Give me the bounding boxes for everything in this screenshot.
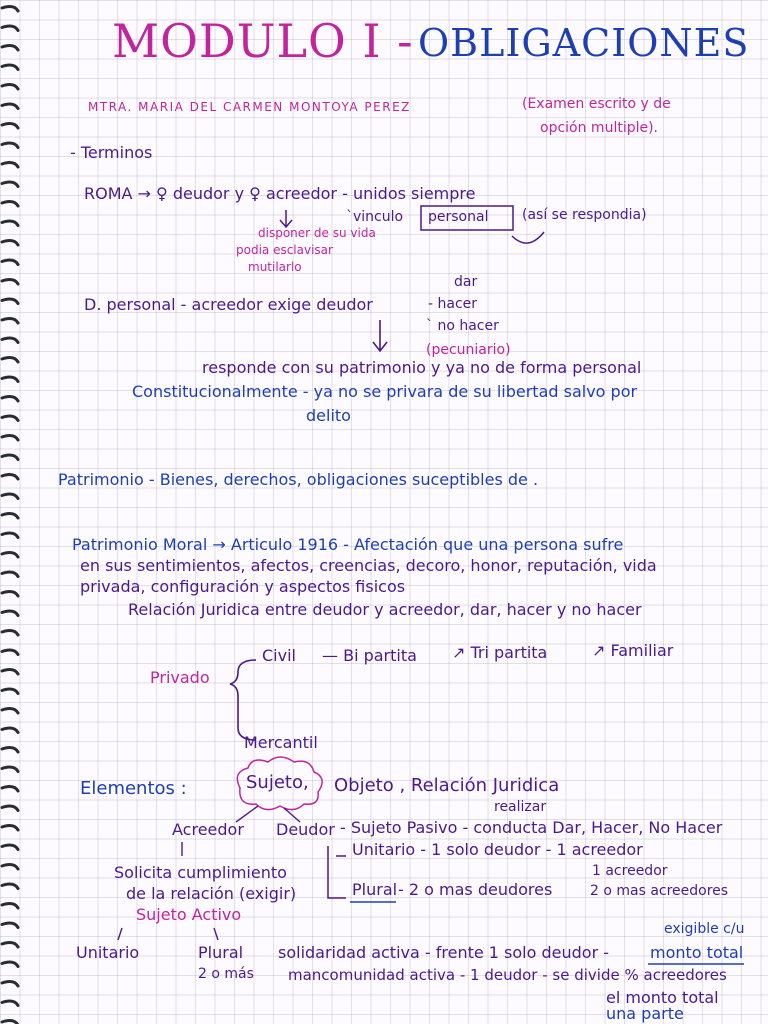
spiral-ring	[2, 709, 18, 713]
spiral-ring	[2, 299, 18, 303]
spiral-ring	[2, 358, 18, 362]
mercantil-label: Mercantil	[244, 733, 318, 752]
spiral-ring	[2, 533, 18, 537]
exam-note-1: (Examen escrito y de	[522, 96, 671, 112]
elementos-label: Elementos :	[80, 778, 187, 799]
elementos-rest: Objeto , Relación Juridica	[334, 775, 560, 796]
exigible-note: exigible c/u	[664, 921, 745, 937]
una-parte: una parte	[606, 1004, 684, 1023]
spiral-ring	[2, 338, 18, 342]
spiral-ring	[2, 826, 18, 830]
patrimonio-line: Patrimonio - Bienes, derechos, obligaciones suceptibles de .	[58, 470, 539, 489]
spiral-ring	[2, 416, 18, 420]
dpersonal-dar: dar	[454, 274, 478, 290]
curve-arrow-icon	[512, 232, 544, 243]
disponer-line-2: podia esclavisar	[236, 243, 333, 257]
privado-brace	[230, 660, 256, 740]
spiral-ring	[2, 631, 18, 635]
dpersonal-line: D. personal - acreedor exige deudor	[84, 295, 373, 314]
spiral-ring	[2, 572, 18, 576]
spiral-ring	[2, 436, 18, 440]
spiral-ring	[2, 806, 18, 810]
spiral-ring	[2, 962, 18, 966]
terminos-heading: - Terminos	[70, 143, 153, 162]
solicita-line-2: de la relación (exigir)	[126, 884, 297, 903]
spiral-ring	[2, 494, 18, 498]
title-obligaciones: OBLIGACIONES	[418, 21, 750, 65]
spiral-ring	[2, 475, 18, 479]
spiral-ring	[2, 748, 18, 752]
solicita-line-1: Solicita cumplimiento	[114, 863, 287, 882]
pecuniario-note: (pecuniario)	[426, 342, 511, 358]
uno-acreedor: 1 acreedor	[592, 863, 668, 879]
spiral-ring	[2, 865, 18, 869]
unitario-bracket	[328, 846, 346, 898]
el-monto-total: el monto total	[606, 988, 719, 1007]
spiral-ring	[2, 1021, 18, 1024]
arrow-down-icon-2	[373, 320, 387, 351]
spiral-ring	[2, 670, 18, 674]
spiral-ring	[2, 65, 18, 69]
personal-boxed: personal	[428, 209, 489, 225]
vinculo-text: `vinculo	[346, 209, 404, 225]
constitucional-line-2: delito	[306, 406, 351, 425]
spiral-ring	[2, 7, 18, 11]
moral-line-1: Patrimonio Moral → Articulo 1916 - Afectación que una persona sufre	[72, 535, 624, 554]
plural-activo: Plural	[198, 943, 244, 962]
spiral-ring	[2, 260, 18, 264]
spiral-ring	[2, 124, 18, 128]
sujeto-activo-label: Sujeto Activo	[136, 905, 242, 924]
dos-acreedores: 2 o mas acreedores	[590, 883, 729, 899]
familiar-label: ↗ Familiar	[592, 641, 674, 660]
roma-line: ROMA → ♀ deudor y ♀ acreedor - unidos siempre	[84, 184, 476, 203]
spiral-ring	[2, 1001, 18, 1005]
spiral-ring	[2, 611, 18, 615]
spiral-ring	[2, 787, 18, 791]
spiral-ring	[2, 923, 18, 927]
teacher-name: MTRA. MARIA DEL CARMEN MONTOYA PEREZ	[88, 100, 411, 114]
spiral-ring	[2, 650, 18, 654]
responde-line: responde con su patrimonio y ya no de forma personal	[202, 358, 642, 377]
spiral-ring	[2, 319, 18, 323]
dos-o-mas: 2 o más	[198, 966, 254, 982]
spiral-ring	[2, 397, 18, 401]
arrow-down-icon	[280, 210, 292, 227]
monto-total-underlined: monto total	[650, 943, 744, 962]
acreedor-label: Acreedor	[172, 820, 244, 839]
spiral-binding	[0, 0, 22, 1024]
spiral-ring	[2, 514, 18, 518]
solidaridad-line: solidaridad activa - frente 1 solo deudor -	[278, 943, 610, 962]
spiral-ring	[2, 85, 18, 89]
spiral-ring	[2, 377, 18, 381]
spiral-ring	[2, 982, 18, 986]
sujeto-pasivo-line: - Sujeto Pasivo - conducta Dar, Hacer, No Hacer	[340, 818, 723, 837]
unitario-line: Unitario - 1 solo deudor - 1 acreedor	[352, 840, 643, 859]
moral-line-4: Relación Juridica entre deudor y acreedor, dar, hacer y no hacer	[128, 600, 642, 619]
constitucional-line-1: Constitucionalmente - ya no se privara de su libertad salvo por	[132, 382, 638, 401]
spiral-ring	[2, 202, 18, 206]
spiral-ring	[2, 455, 18, 459]
spiral-ring	[2, 592, 18, 596]
spiral-ring	[2, 143, 18, 147]
asi-se-respondia: (así se respondia)	[522, 207, 647, 223]
privado-label: Privado	[150, 668, 210, 687]
spiral-ring	[2, 689, 18, 693]
dpersonal-nohacer: ` no hacer	[426, 318, 499, 334]
plural-label: Plural	[352, 880, 398, 899]
exam-note-2: opción multiple).	[540, 120, 659, 136]
unitario-activo: Unitario	[76, 943, 140, 962]
bipartita-label: — Bi partita	[322, 646, 417, 665]
spiral-ring	[2, 943, 18, 947]
disponer-line-3: mutilarlo	[248, 260, 302, 274]
disponer-line-1: disponer de su vida	[258, 226, 376, 240]
spiral-ring	[2, 182, 18, 186]
spiral-ring	[2, 904, 18, 908]
realizar-note: realizar	[494, 799, 547, 815]
spiral-ring	[2, 163, 18, 167]
spiral-ring	[2, 46, 18, 50]
spiral-ring	[2, 553, 18, 557]
spiral-ring	[2, 728, 18, 732]
sujeto-cloud-text: Sujeto,	[246, 772, 309, 793]
spiral-ring	[2, 884, 18, 888]
spiral-ring	[2, 767, 18, 771]
plural-rest: - 2 o mas deudores	[398, 880, 553, 899]
tripartita-label: ↗ Tri partita	[452, 643, 548, 662]
spiral-ring	[2, 845, 18, 849]
deudor-label: Deudor	[276, 820, 335, 839]
spiral-ring	[2, 221, 18, 225]
moral-line-3: privada, configuración y aspectos fisicos	[80, 577, 406, 596]
civil-label: Civil	[262, 646, 296, 665]
title-modulo: MODULO I -	[112, 14, 414, 68]
mancomunidad-line: mancomunidad activa - 1 deudor - se divide % acreedores	[288, 966, 727, 984]
spiral-ring	[2, 280, 18, 284]
dpersonal-hacer: - hacer	[428, 296, 478, 312]
spiral-ring	[2, 26, 18, 30]
spiral-ring	[2, 104, 18, 108]
moral-line-2: en sus sentimientos, afectos, creencias, decoro, honor, reputación, vida	[80, 556, 657, 575]
spiral-ring	[2, 241, 18, 245]
